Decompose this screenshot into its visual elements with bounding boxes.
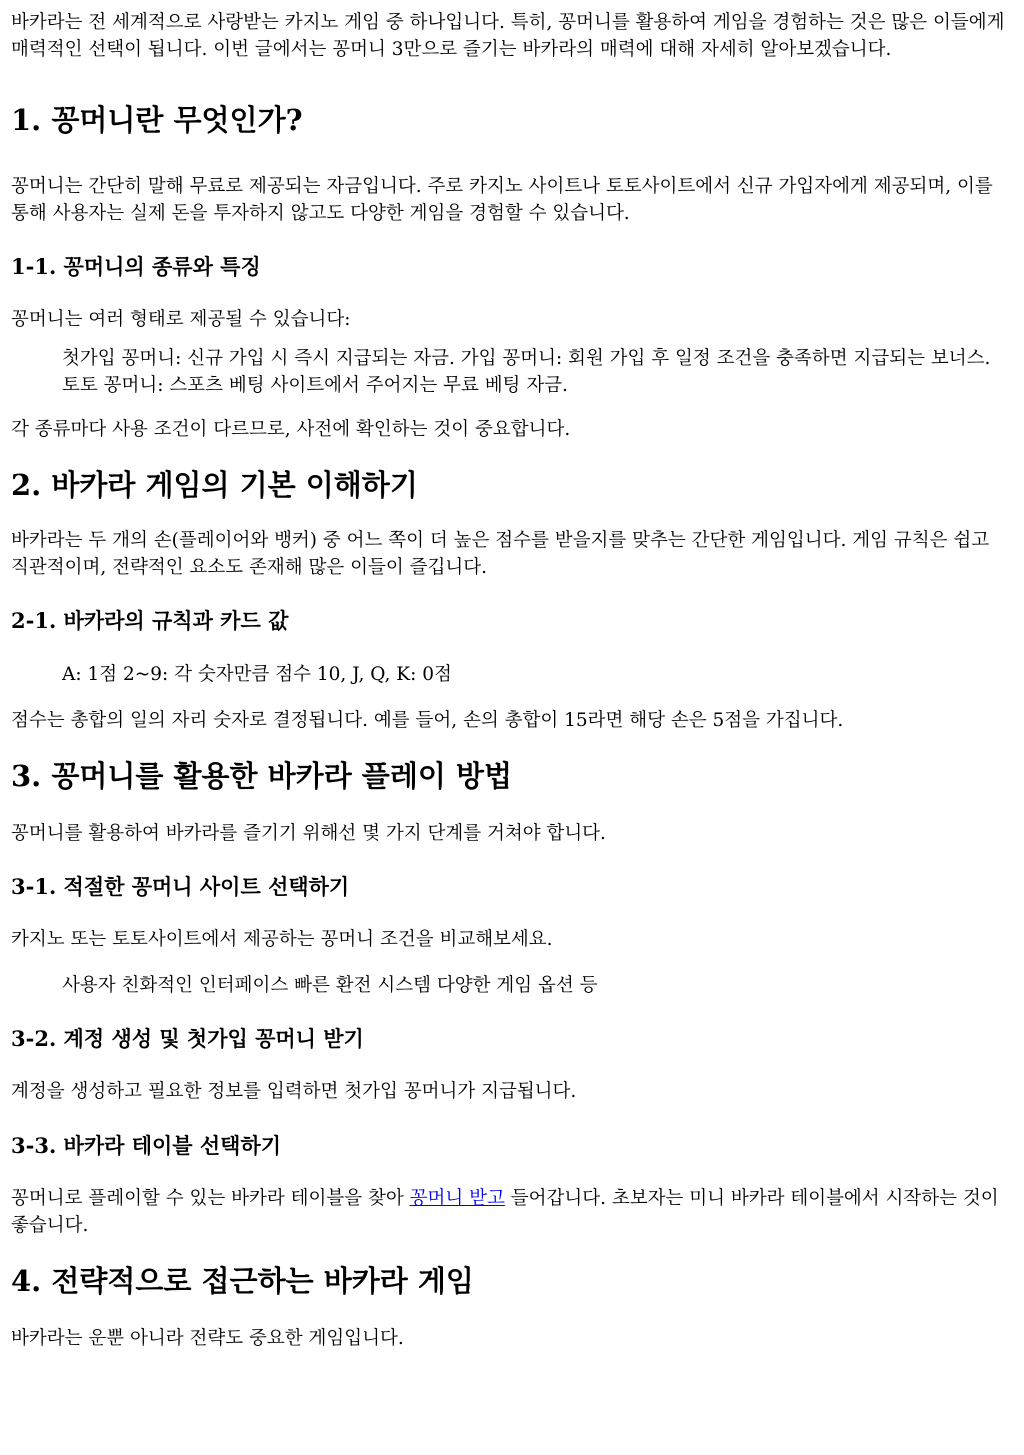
money-types-list: 첫가입 꽁머니: 신규 가입 시 즉시 지급되는 자금. 가입 꽁머니: 회원 가입 후 일정 조건을 충족하면 지급되는 보너스. 토토 꽁머니: 스포츠 베팅 사이트에서 주어지는 무료 베팅 자금.: [62, 348, 991, 396]
subsection-heading-3-2: 3-2. 계정 생성 및 첫가입 꽁머니 받기: [11, 1026, 364, 1051]
section-4-paragraph: 바카라는 운뿐 아니라 전략도 중요한 게임입니다.: [11, 1328, 404, 1349]
subsection-heading-3-1: 3-1. 적절한 꽁머니 사이트 선택하기: [11, 874, 350, 899]
subsection-heading-3-3: 3-3. 바카라 테이블 선택하기: [11, 1133, 282, 1158]
section-heading-3: 3. 꽁머니를 활용한 바카라 플레이 방법: [11, 759, 512, 793]
paragraph-text-before-link: 꽁머니로 플레이할 수 있는 바카라 테이블을 찾아: [11, 1188, 410, 1209]
subsection-3-1-paragraph: 카지노 또는 토토사이트에서 제공하는 꽁머니 조건을 비교해보세요.: [11, 929, 553, 950]
section-3-paragraph: 꽁머니를 활용하여 바카라를 즐기기 위해선 몇 가지 단계를 거쳐야 합니다.: [11, 823, 606, 844]
subsection-1-1-intro: 꽁머니는 여러 형태로 제공될 수 있습니다:: [11, 309, 351, 330]
subsection-3-2-paragraph: 계정을 생성하고 필요한 정보를 입력하면 첫가입 꽁머니가 지급됩니다.: [11, 1081, 577, 1102]
subsection-3-3-paragraph: [11, 1185, 1012, 1239]
intro-paragraph: 바카라는 전 세계적으로 사랑받는 카지노 게임 중 하나입니다. 특히, 꽁머니를 활용하여 게임을 경험하는 것은 많은 이들에게 매력적인 선택이 됩니다. 이번 글에서는 꽁머니 3만으로 즐기는 바카라의 매력에 대해 자세히 알아보겠습니다.: [11, 12, 1005, 60]
subsection-1-1-note: 각 종류마다 사용 조건이 다르므로, 사전에 확인하는 것이 중요합니다.: [11, 419, 571, 440]
site-features-list: 사용자 친화적인 인터페이스 빠른 환전 시스템 다양한 게임 옵션 등: [62, 975, 598, 996]
section-heading-1: 1. 꽁머니란 무엇인가?: [11, 103, 303, 137]
section-1-paragraph: 꽁머니는 간단히 말해 무료로 제공되는 자금입니다. 주로 카지노 사이트나 토토사이트에서 신규 가입자에게 제공되며, 이를 통해 사용자는 실제 돈을 투자하지 않고도 다양한 게임을 경험할 수 있습니다.: [11, 176, 993, 224]
subsection-heading-2-1: 2-1. 바카라의 규칙과 카드 값: [11, 608, 289, 633]
section-heading-2: 2. 바카라 게임의 기본 이해하기: [11, 468, 418, 502]
section-heading-4: 4. 전략적으로 접근하는 바카라 게임: [11, 1264, 474, 1298]
subsection-2-1-paragraph: 점수는 총합의 일의 자리 숫자로 결정됩니다. 예를 들어, 손의 총합이 15라면 해당 손은 5점을 가집니다.: [11, 710, 844, 731]
ggongmoney-link[interactable]: 꽁머니 받고: [409, 1188, 505, 1209]
section-2-paragraph: 바카라는 두 개의 손(플레이어와 뱅커) 중 어느 쪽이 더 높은 점수를 받을지를 맞추는 간단한 게임입니다. 게임 규칙은 쉽고 직관적이며, 전략적인 요소도 존재해 많은 이들이 즐깁니다.: [11, 530, 990, 578]
document-page: [0, 9, 1024, 1352]
card-values-list: A: 1점 2~9: 각 숫자만큼 점수 10, J, Q, K: 0점: [62, 664, 452, 685]
subsection-heading-1-1: 1-1. 꽁머니의 종류와 특징: [11, 254, 261, 279]
paragraph-text-after-link: 들어갑니다. 초보자는 미니 바카라 테이블에서 시작하는 것이 좋습니다.: [11, 1188, 999, 1236]
